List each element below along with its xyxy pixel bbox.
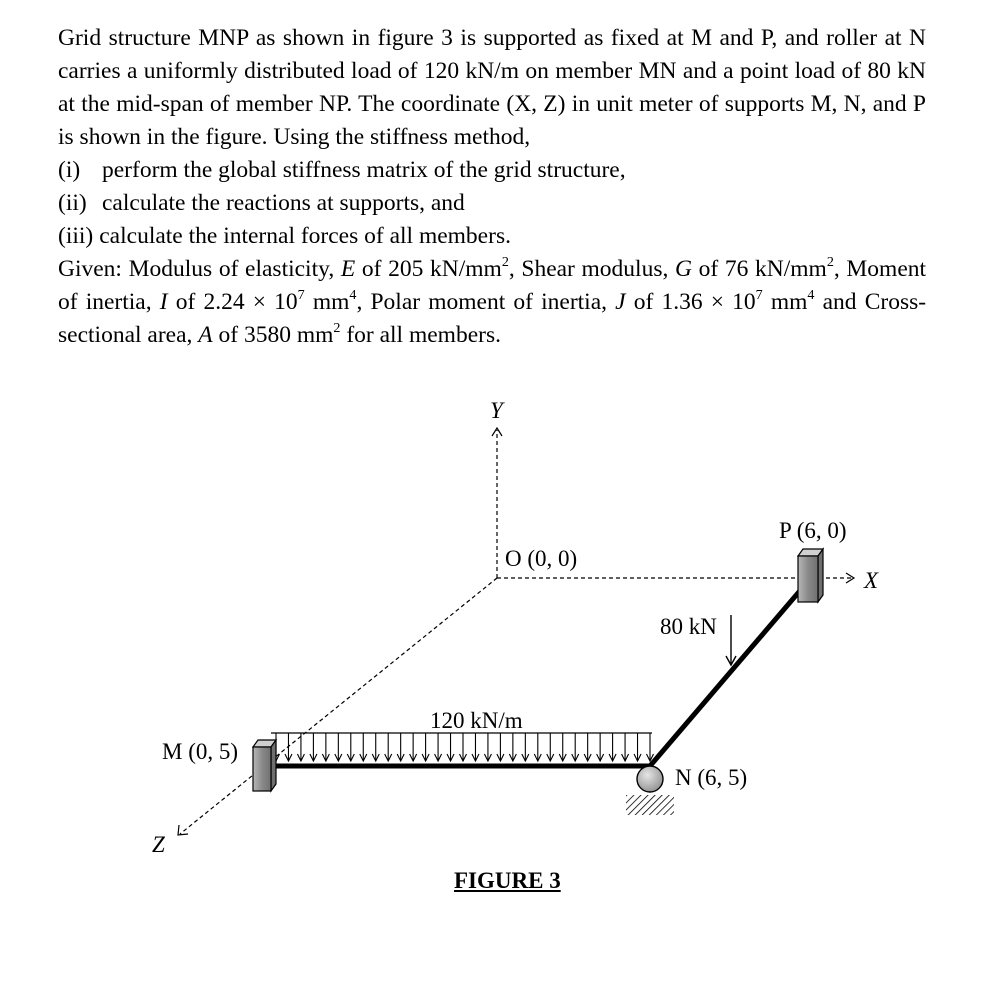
exp-i: 7 — [297, 286, 305, 303]
value-g: of 76 kN/mm — [698, 256, 827, 282]
exp-j: 7 — [755, 286, 763, 303]
support-m-label: M (0, 5) — [162, 739, 239, 764]
z-axis-label: Z — [152, 832, 165, 857]
symbol-e: E — [340, 256, 356, 282]
given-sep: , Moment of inertia, — [58, 256, 927, 315]
symbol-g: G — [675, 256, 692, 282]
problem-intro: Grid structure MNP as shown in figure 3 is supported as fixed at M and P, and roller at N carries a uniformly distributed load of 120 kN/m on member MN and a point load of 80 kN at the mid-span of member NP. The coordinate (X, Z) in unit meter of supports M, N, and P is shown in the figure. Using the stiffness method, — [58, 25, 926, 150]
support-n-label: N (6, 5) — [675, 765, 748, 790]
fixed-support-m — [253, 740, 276, 791]
task-text: perform the global stiffness matrix of the grid structure, — [102, 157, 626, 183]
task-text: calculate the internal forces of all members. — [99, 223, 511, 249]
task-text: calculate the reactions at supports, and — [102, 190, 465, 216]
symbol-j: J — [615, 289, 626, 315]
fixed-support-p — [798, 549, 823, 602]
value-i: of 2.24 × 10 — [175, 289, 298, 315]
task-number: (i) — [58, 157, 81, 183]
udl-label: 120 kN/m — [430, 708, 523, 733]
given-sep: and Cross-sectional area, — [58, 289, 927, 348]
given-suffix: for all members. — [346, 322, 501, 348]
given-prefix: Given: Modulus of elasticity, — [58, 256, 335, 282]
exp-e: 2 — [501, 253, 509, 270]
support-p-label: P (6, 0) — [779, 518, 847, 543]
given-sep: , Shear modulus, — [508, 256, 669, 282]
exp-a: 2 — [333, 319, 341, 336]
value-j: of 1.36 × 10 — [633, 289, 756, 315]
symbol-i: I — [159, 289, 168, 315]
exp-g: 2 — [826, 253, 834, 270]
unit-j: mm — [770, 289, 808, 315]
value-a: of 3580 mm — [218, 322, 334, 348]
z-axis-arrow — [178, 825, 188, 835]
unit-exp-j: 4 — [807, 286, 815, 303]
symbol-a: A — [198, 322, 213, 348]
origin-label: O (0, 0) — [505, 546, 578, 571]
task-number: (iii) — [58, 223, 94, 249]
unit-i: mm — [312, 289, 350, 315]
value-e: of 205 kN/mm — [361, 256, 502, 282]
roller-support-n — [626, 766, 674, 815]
y-axis-label: Y — [490, 398, 503, 423]
unit-exp-i: 4 — [349, 286, 357, 303]
z-axis — [180, 578, 497, 834]
member-np — [650, 579, 810, 766]
figure-caption: FIGURE 3 — [454, 868, 561, 893]
point-load-label: 80 kN — [660, 614, 717, 639]
udl-arrow-set — [273, 733, 654, 761]
given-sep: , Polar moment of inertia, — [356, 289, 608, 315]
x-axis-label: X — [864, 568, 879, 593]
task-number: (ii) — [58, 190, 87, 216]
